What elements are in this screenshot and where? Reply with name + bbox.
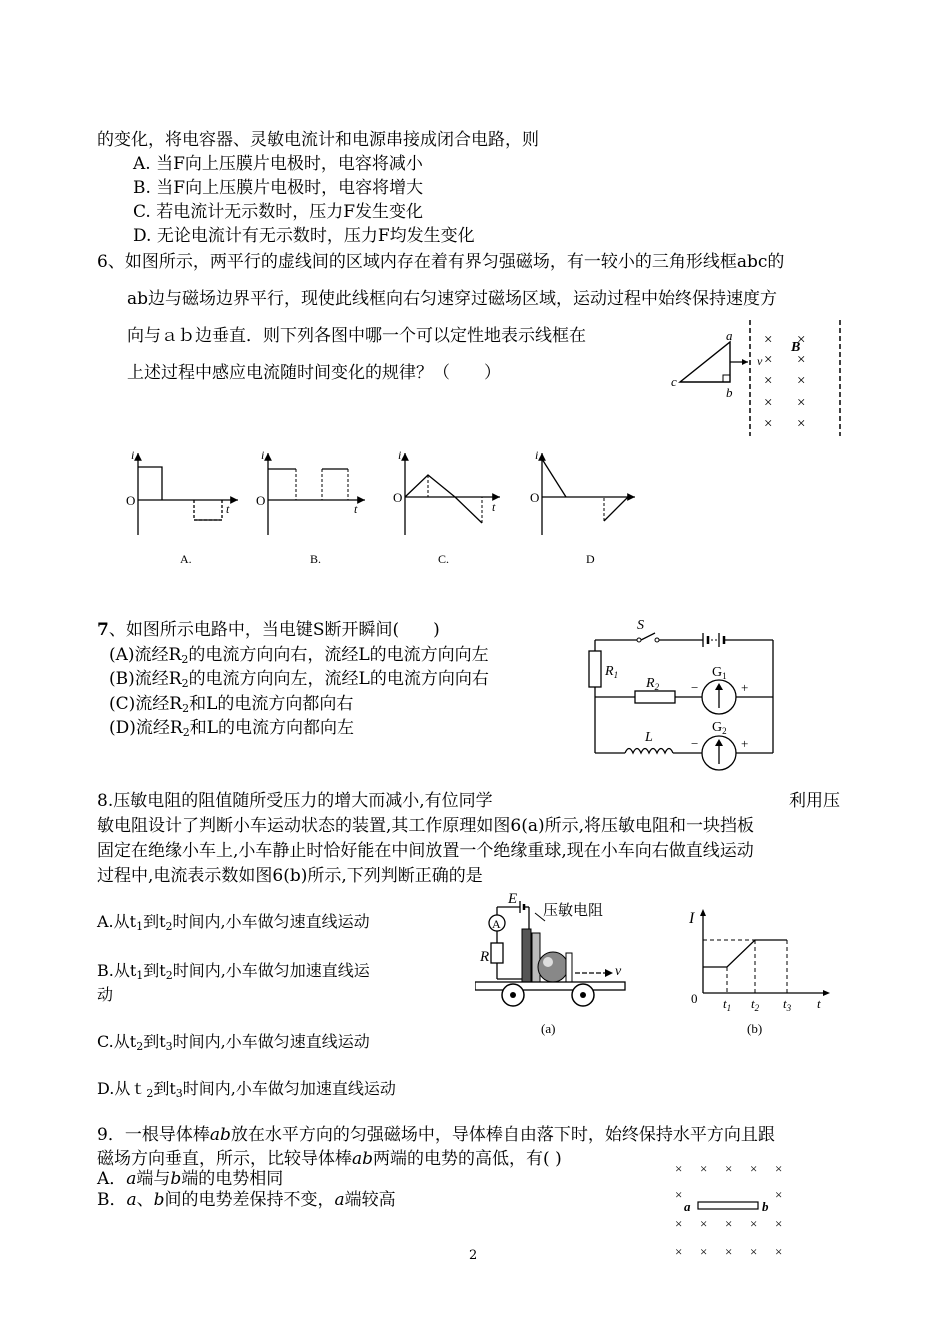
svg-text:×: ×: [764, 373, 773, 389]
svg-text:b: b: [762, 1199, 769, 1214]
q9-option-a: A．a端与b端的电势相同: [97, 1169, 284, 1189]
svg-text:R2: $R_2$: [646, 676, 660, 692]
q7-option-c: (C)流经$R_2$和L的电流方向都向右: [109, 694, 354, 715]
svg-text:t3: $t_3$: [783, 996, 792, 1013]
svg-text:+: +: [741, 736, 749, 751]
svg-text:i: i: [535, 448, 539, 462]
svg-text:t: t: [226, 502, 230, 516]
q8-figure-b: [685, 905, 835, 1040]
svg-text:D: D: [586, 552, 595, 566]
q8-option-c: C.从$t_2$到$t_3$时间内,小车做匀速直线运动: [97, 1032, 370, 1053]
svg-text:t: t: [492, 500, 496, 514]
field-cross: ×: [775, 1161, 783, 1176]
svg-text:t1: $t_1$: [723, 996, 732, 1013]
svg-text:×: ×: [797, 373, 806, 389]
svg-text:O: O: [530, 490, 540, 505]
svg-text:×: ×: [797, 352, 806, 368]
svg-text:A: A: [492, 917, 501, 931]
svg-text:S: S: [637, 618, 644, 633]
svg-text:×: ×: [797, 416, 806, 432]
svg-text:×: ×: [797, 395, 806, 411]
svg-text:0: 0: [691, 991, 698, 1006]
q9-option-b: B．a、b间的电势差保持不变，a端较高: [97, 1190, 396, 1210]
field-cross: ×: [725, 1161, 733, 1176]
svg-text:(a): (a): [541, 1021, 556, 1036]
q7-option-b: (B)流经$R_2$的电流方向向左，流经L的电流方向向右: [109, 669, 489, 690]
svg-text:O: O: [256, 493, 266, 508]
q8-figure-a: [475, 893, 675, 1038]
field-cross: ×: [725, 1244, 733, 1259]
svg-text:−: −: [691, 680, 699, 695]
graph-d: [530, 448, 635, 566]
svg-text:+: +: [741, 680, 749, 695]
svg-text:t: t: [817, 996, 821, 1011]
q8-line-1: 8.压敏电阻的阻值随所受压力的增大而减小,有位同学: [97, 791, 493, 811]
q6-line-1: 6、如图所示，两平行的虚线间的区域内存在着有界匀强磁场，有一较小的三角形线框abc的: [97, 252, 785, 272]
conductor-rod: [698, 1202, 758, 1209]
svg-text:B.: B.: [310, 552, 322, 566]
q5-option-d: D. 无论电流计有无示数时，压力F均发生变化: [133, 226, 475, 246]
svg-text:a: a: [726, 328, 733, 343]
q9-line-1: 9．一根导体棒ab放在水平方向的匀强磁场中，导体棒自由落下时，始终保持水平方向且跟: [97, 1125, 775, 1145]
svg-text:G1: $G_1$: [712, 665, 727, 681]
field-cross: ×: [725, 1216, 733, 1231]
svg-text:×: ×: [764, 332, 773, 348]
field-cross: ×: [750, 1216, 758, 1231]
svg-text:L: L: [645, 730, 653, 745]
q8-line-1-right: 利用压: [789, 791, 840, 811]
q6-field-figure: [660, 318, 850, 438]
field-cross: ×: [675, 1187, 683, 1202]
q8-line-4: 过程中,电流表示数如图6(b)所示,下列判断正确的是: [97, 866, 483, 886]
field-cross: ×: [775, 1244, 783, 1259]
svg-text:×: ×: [797, 332, 806, 348]
svg-text:c: c: [671, 374, 677, 389]
q7-option-a: (A)流经$R_2$的电流方向向右，流经L的电流方向向左: [109, 645, 489, 666]
svg-text:i: i: [131, 448, 135, 462]
svg-text:×: ×: [764, 416, 773, 432]
field-cross: ×: [675, 1244, 683, 1259]
graph-a: [126, 448, 238, 566]
q8-line-3: 固定在绝缘小车上,小车静止时恰好能在中间放置一个绝缘重球,现在小车向右做直线运动: [97, 841, 754, 861]
svg-text:i: i: [261, 448, 265, 462]
q9-line-2: 磁场方向垂直，所示，比较导体棒ab两端的电势的高低，有( ): [97, 1149, 562, 1169]
graph-b: [256, 448, 365, 566]
field-cross: ×: [775, 1216, 783, 1231]
svg-text:R1: $R_1$: [605, 664, 619, 680]
svg-text:×: ×: [764, 395, 773, 411]
q8-line-2: 敏电阻设计了判断小车运动状态的装置,其工作原理如图6(a)所示,将压敏电阻和一块挡板: [97, 816, 755, 836]
q7-option-d: (D)流经$R_2$和L的电流方向都向左: [109, 718, 354, 739]
field-cross: ×: [750, 1161, 758, 1176]
svg-text:i: i: [398, 448, 402, 462]
svg-text:B: B: [791, 340, 801, 355]
field-cross: ×: [750, 1244, 758, 1259]
field-cross: ×: [675, 1161, 683, 1176]
svg-text:O: O: [393, 490, 403, 505]
svg-text:R: R: [480, 949, 490, 965]
q7-stem: 7、如图所示电路中，当电键S断开瞬间( ): [97, 620, 440, 640]
q5-option-a: A. 当F向上压膜片电极时，电容将减小: [133, 154, 423, 174]
svg-text:I: I: [689, 910, 695, 927]
q6-answer-graphs: [120, 445, 640, 575]
field-cross: ×: [700, 1244, 708, 1259]
svg-text:A.: A.: [180, 552, 192, 566]
q8-option-b: B.从$t_1$到$t_2$时间内,小车做匀加速直线运: [97, 961, 370, 982]
q8-option-a: A.从$t_1$到$t_2$时间内,小车做匀速直线运动: [97, 912, 370, 933]
svg-text:t: t: [354, 502, 358, 516]
q6-line-4: 上述过程中感应电流随时间变化的规律？（ ）: [127, 363, 501, 383]
svg-text:v: v: [615, 964, 622, 979]
svg-text:−: −: [691, 736, 699, 751]
q7-circuit: [585, 615, 785, 775]
field-cross: ×: [700, 1161, 708, 1176]
q8-option-b-tail: 动: [97, 985, 114, 1004]
q6-line-3: 向与ａｂ边垂直．则下列各图中哪一个可以定性地表示线框在: [127, 326, 586, 346]
svg-text:E: E: [508, 893, 518, 907]
q5-option-b: B. 当F向上压膜片电极时，电容将增大: [133, 178, 424, 198]
q5-intro: 的变化，将电容器、灵敏电流计和电源串接成闭合电路，则: [97, 130, 539, 150]
svg-text:b: b: [726, 385, 733, 400]
page-number: 2: [469, 1248, 478, 1263]
svg-text:C.: C.: [438, 552, 450, 566]
svg-text:压敏电阻: 压敏电阻: [543, 903, 604, 919]
svg-text:v: v: [757, 354, 763, 368]
svg-text:t2: $t_2$: [751, 996, 760, 1013]
field-cross: ×: [700, 1216, 708, 1231]
q8-option-d: D.从ｔ$_2$到$t_3$时间内,小车做匀加速直线运动: [97, 1079, 396, 1100]
svg-text:O: O: [126, 493, 136, 508]
svg-text:G2: $G_2$: [712, 720, 727, 736]
field-cross: ×: [775, 1187, 783, 1202]
q9-field-figure: [670, 1158, 800, 1263]
svg-text:a: a: [684, 1199, 691, 1214]
svg-text:×: ×: [764, 352, 773, 368]
q6-line-2: ab边与磁场边界平行，现使此线框向右匀速穿过磁场区域，运动过程中始终保持速度方: [127, 289, 778, 309]
q5-option-c: C. 若电流计无示数时，压力F发生变化: [133, 202, 424, 222]
graph-c: [393, 448, 500, 566]
svg-text:(b): (b): [747, 1021, 763, 1036]
field-cross: ×: [675, 1216, 683, 1231]
